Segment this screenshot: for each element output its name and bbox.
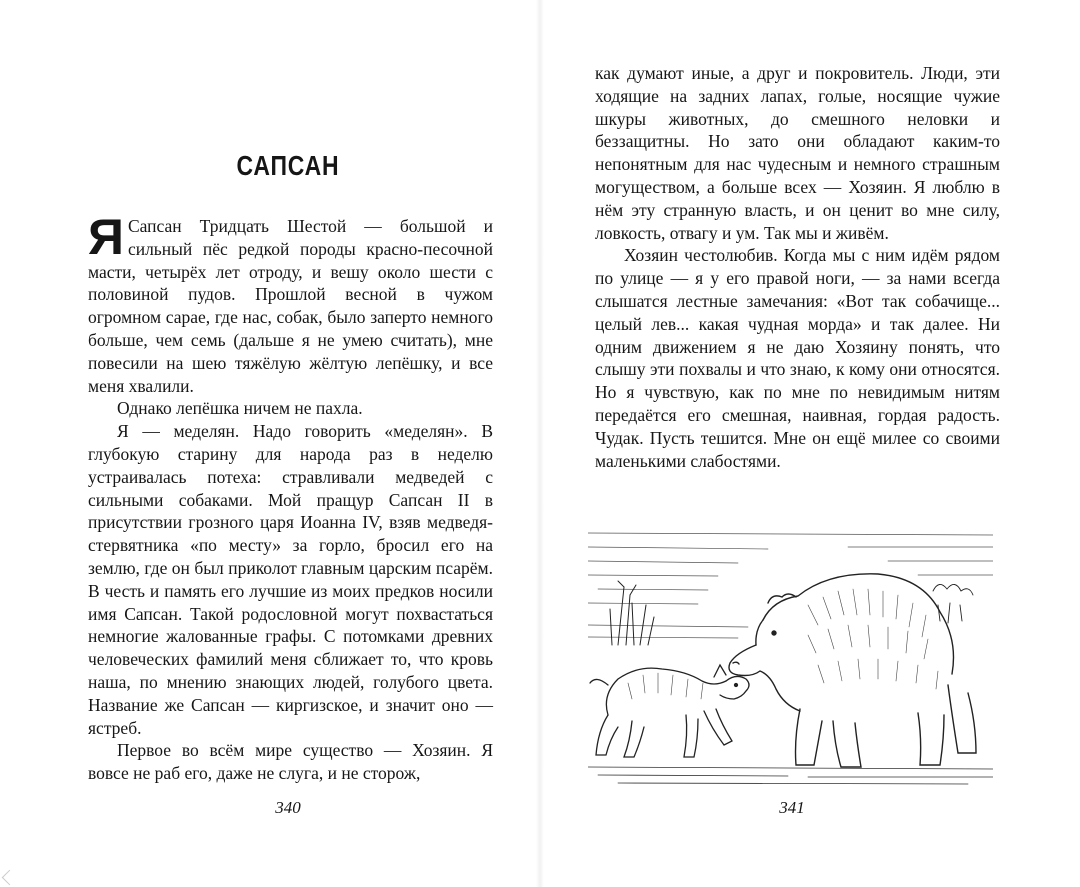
dog-and-bear-illustration	[588, 525, 993, 787]
right-page-text	[595, 62, 1000, 472]
paragraph-5: Хозяин честолюбив. Когда мы с ним идём рядом по улице — я у его правой ноги, — за нами всегда слышатся лестные замечания: «Вот так собачище... целый лев... какая чудная морда» и так далее. Ни одним движением я не даю Хозяину понять, что слышу эти похвалы и что знаю, к кому они относятся. Но я чувствую, как по мне по невидимым нитям передаётся его смешная, наивная, гордая радость. Чудак. Пусть тешится. Мне он ещё милее со своими маленькими слабостями.	[595, 245, 1000, 471]
page-number-left: 340	[275, 798, 301, 817]
reeds	[610, 581, 654, 645]
paragraph-2: Однако лепёшка ничем не пахла.	[117, 398, 363, 419]
left-page-text	[88, 209, 493, 785]
page-number-right: 341	[779, 798, 805, 817]
bear	[729, 574, 976, 767]
distant-bushes	[933, 584, 973, 623]
right-page	[540, 0, 1080, 887]
background-hatching	[588, 533, 993, 638]
ground	[588, 767, 993, 784]
dog	[590, 665, 749, 757]
paragraph-1-text: Сапсан Тридцать Шестой — большой и сильный пёс редкой породы красно-песочной масти, четырёх лет отроду, и вешу около шести с половиной пудов. Прошлой весной в чужом огромном сарае, где нас, собак, было заперто немного больше, чем семь (дальше я не умею считать), мне повесили на шею тяжёлую жёлтую лепёшку, и все меня хвалили.	[88, 216, 493, 396]
paragraph-continued: как думают иные, а друг и покровитель. Люди, эти ходящие на задних лапах, голые, носящие чужие шкуры животных, до смешного неловки и беззащитны. Но зато они обладают каким-то непонятным для нас чудесным и немного страшным могуществом, а больше всех — Хозяин. Я люблю в нём эту странную власть, и он ценит во мне силу, ловкость, отвагу и ум. Так мы и живём.	[595, 63, 1000, 243]
paragraph-1	[88, 209, 493, 397]
drop-cap: Я	[88, 209, 124, 265]
paragraph-3: Я — меделян. Надо говорить «меделян». В глубокую старину для народа раз в неделю устраивалась потеха: стравливали медведей с сильными собаками. Мой пращур Сапсан II в присутствии грозного царя Иоанна IV, взяв медведя-стервятника «по месту» за горло, бросил его на землю, где он был приколот главным царским псарём. В честь и память его лучшие из моих предков носили имя Сапсан. Такой родословной могут похвастаться немногие жалованные графы. С потомками древних человеческих фамилий меня сближает то, что кровь наша, по мнению знающих людей, голубого цвета. Название же Сапсан — киргизское, и значит оно — ястреб.	[88, 421, 493, 738]
bear-fur-hatching	[808, 589, 938, 689]
paragraph-4: Первое во всём мире существо — Хозяин. Я вовсе не раб его, даже не слуга, и не сторож,	[88, 740, 493, 784]
dog-fur-hatching	[628, 673, 703, 699]
chapter-title: САПСАН	[236, 150, 340, 181]
